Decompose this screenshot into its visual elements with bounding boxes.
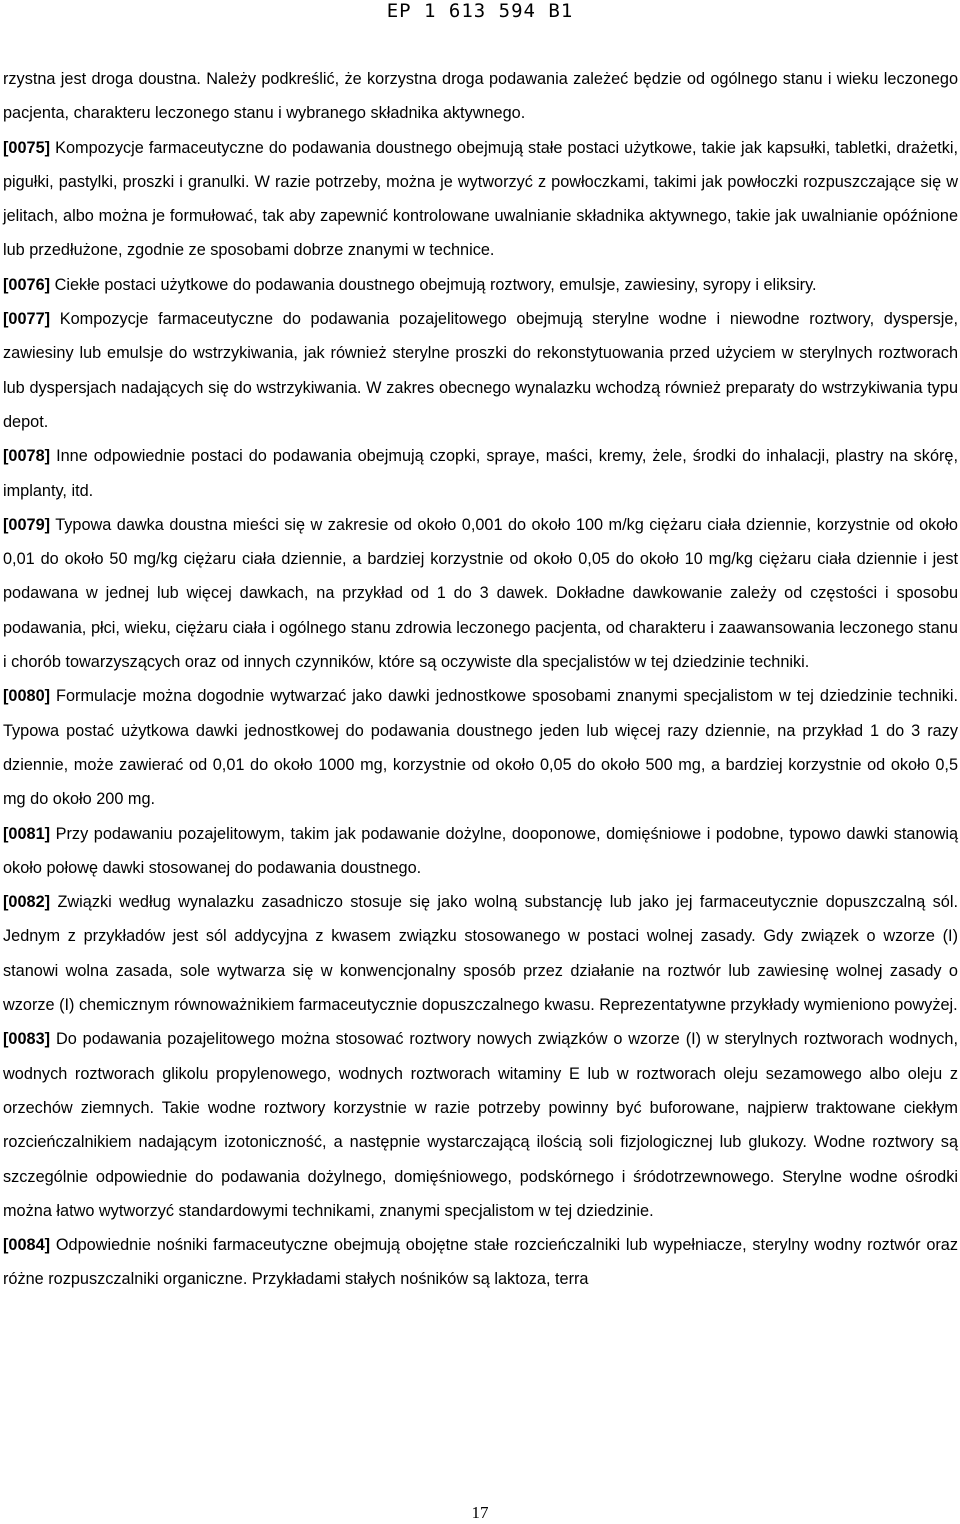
paragraph-number: [0084] <box>3 1236 51 1255</box>
paragraph-continuation <box>3 62 958 131</box>
paragraph-text: rzystna jest droga doustna. Należy podkreślić, że korzystna droga podawania zależeć będzie od ogólnego stanu i wieku leczonego pacjenta, charakteru leczonego stanu i wybranego składnika aktywnego. <box>3 70 958 123</box>
paragraph-0080 <box>3 679 958 816</box>
page-number: 17 <box>471 1503 489 1522</box>
paragraph-number: [0078] <box>3 447 51 466</box>
paragraph-text: Formulacje można dogodnie wytwarzać jako dawki jednostkowe sposobami znanymi specjalistom w tej dziedzinie techniki. Typowa postać użytkowa dawki jednostkowej do podawania doustnego jeden lub więcej razy dziennie, na przykład 1 do 3 razy dziennie, może zawierać od 0,01 do około 1000 mg, korzystnie od około 0,05 do około 500 mg, a bardziej korzystnie od około 0,5 mg do około 200 mg. <box>3 687 958 809</box>
document-body <box>3 62 958 1297</box>
paragraph-text: Do podawania pozajelitowego można stosować roztwory nowych związków o wzorze (I) w sterylnych roztworach wodnych, wodnych roztworach glikolu propylenowego, wodnych roztworach witaminy E lub w roztworach oleju sezamowego albo oleju z orzechów ziemnych. Takie wodne roztwory korzystnie w razie potrzeby powinny być buforowane, najpierw traktowane ciekłym rozcieńczalnikiem nadającym izotoniczność, a następnie wystarczającą ilością soli fizjologicznej lub glukozy. Wodne roztwory są szczególnie odpowiednie do podawania dożylnego, domięśniowego, podskórnego i śródotrzewnowego. Sterylne wodne ośrodki można łatwo wytworzyć standardowymi technikami, znanymi specjalistom w tej dziedzinie. <box>3 1030 958 1220</box>
paragraph-number: [0076] <box>3 275 51 294</box>
patent-number-header: EP 1 613 594 B1 <box>386 0 574 22</box>
paragraph-text: Typowa dawka doustna mieści się w zakresie od około 0,001 do około 100 m/kg ciężaru ciała dziennie, korzystnie od około 0,01 do około 50 mg/kg ciężaru ciała dziennie, a bardziej korzystnie od około 0,05 do około 10 mg/kg ciężaru ciała dziennie i jest podawana w jednej lub więcej dawkach, na przykład od 1 do 3 dawek. Dokładne dawkowanie zależy od częstości i sposobu podawania, płci, wieku, ciężaru ciała i ogólnego stanu zdrowia leczonego pacjenta, od charakteru i zaawansowania leczonego stanu i chorób towarzyszących oraz od innych czynników, które są oczywiste dla specjalistów w tej dziedzinie techniki. <box>3 515 958 672</box>
paragraph-number: [0080] <box>3 687 51 706</box>
paragraph-text: Inne odpowiednie postaci do podawania obejmują czopki, spraye, maści, kremy, żele, środki do inhalacji, plastry na skórę, implanty, itd. <box>3 447 958 500</box>
paragraph-number: [0077] <box>3 310 51 329</box>
paragraph-0075 <box>3 131 958 268</box>
paragraph-number: [0082] <box>3 893 51 912</box>
paragraph-text: Ciekłe postaci użytkowe do podawania doustnego obejmują roztwory, emulsje, zawiesiny, syropy i eliksiry. <box>50 275 817 294</box>
paragraph-0076 <box>3 268 958 302</box>
paragraph-0081 <box>3 817 958 886</box>
paragraph-number: [0075] <box>3 138 51 157</box>
paragraph-0078 <box>3 439 958 508</box>
paragraph-0084 <box>3 1228 958 1297</box>
paragraph-number: [0081] <box>3 824 51 843</box>
paragraph-0083 <box>3 1022 958 1228</box>
paragraph-0082 <box>3 885 958 1022</box>
paragraph-number: [0083] <box>3 1030 51 1049</box>
paragraph-0079 <box>3 508 958 679</box>
paragraph-text: Związki według wynalazku zasadniczo stosuje się jako wolną substancję lub jako jej farmaceutycznie dopuszczalną sól. Jednym z przykładów jest sól addycyjna z kwasem związku stosowanego w postaci wolnej zasady. Gdy związek o wzorze (I) stanowi wolna zasada, sole wytwarza się w konwencjonalny sposób przez działanie na roztwór lub zawiesinę wolnej zasady o wzorze (I) chemicznym równoważnikiem farmaceutycznie dopuszczalnego kwasu. Reprezentatywne przykłady wymieniono powyżej. <box>3 893 958 1015</box>
paragraph-0077 <box>3 302 958 439</box>
paragraph-text: Kompozycje farmaceutyczne do podawania pozajelitowego obejmują sterylne wodne i niewodne roztwory, dyspersje, zawiesiny lub emulsje do wstrzykiwania, jak również sterylne proszki do rekonstytuowania przed użyciem w sterylnych roztworach lub dyspersjach nadających się do wstrzykiwania. W zakres obecnego wynalazku wchodzą również preparaty do wstrzykiwania typu depot. <box>3 310 958 431</box>
paragraph-text: Odpowiednie nośniki farmaceutyczne obejmują obojętne stałe rozcieńczalniki lub wypełniacze, sterylny wodny roztwór oraz różne rozpuszczalniki organiczne. Przykładami stałych nośników są laktoza, terra <box>3 1236 958 1289</box>
paragraph-text: Kompozycje farmaceutyczne do podawania doustnego obejmują stałe postaci użytkowe, takie jak kapsułki, tabletki, drażetki, pigułki, pastylki, proszki i granulki. W razie potrzeby, można je wytworzyć z powłoczkami, takimi jak powłoczki rozpuszczające się w jelitach, albo można je formułować, tak aby zapewnić kontrolowane uwalnianie składnika aktywnego, takie jak uwalnianie opóźnione lub przedłużone, zgodnie ze sposobami dobrze znanymi w technice. <box>3 138 958 260</box>
paragraph-number: [0079] <box>3 515 51 534</box>
paragraph-text: Przy podawaniu pozajelitowym, takim jak podawanie dożylne, dooponowe, domięśniowe i podobne, typowo dawki stanowią około połowę dawki stosowanej do podawania doustnego. <box>3 824 958 877</box>
